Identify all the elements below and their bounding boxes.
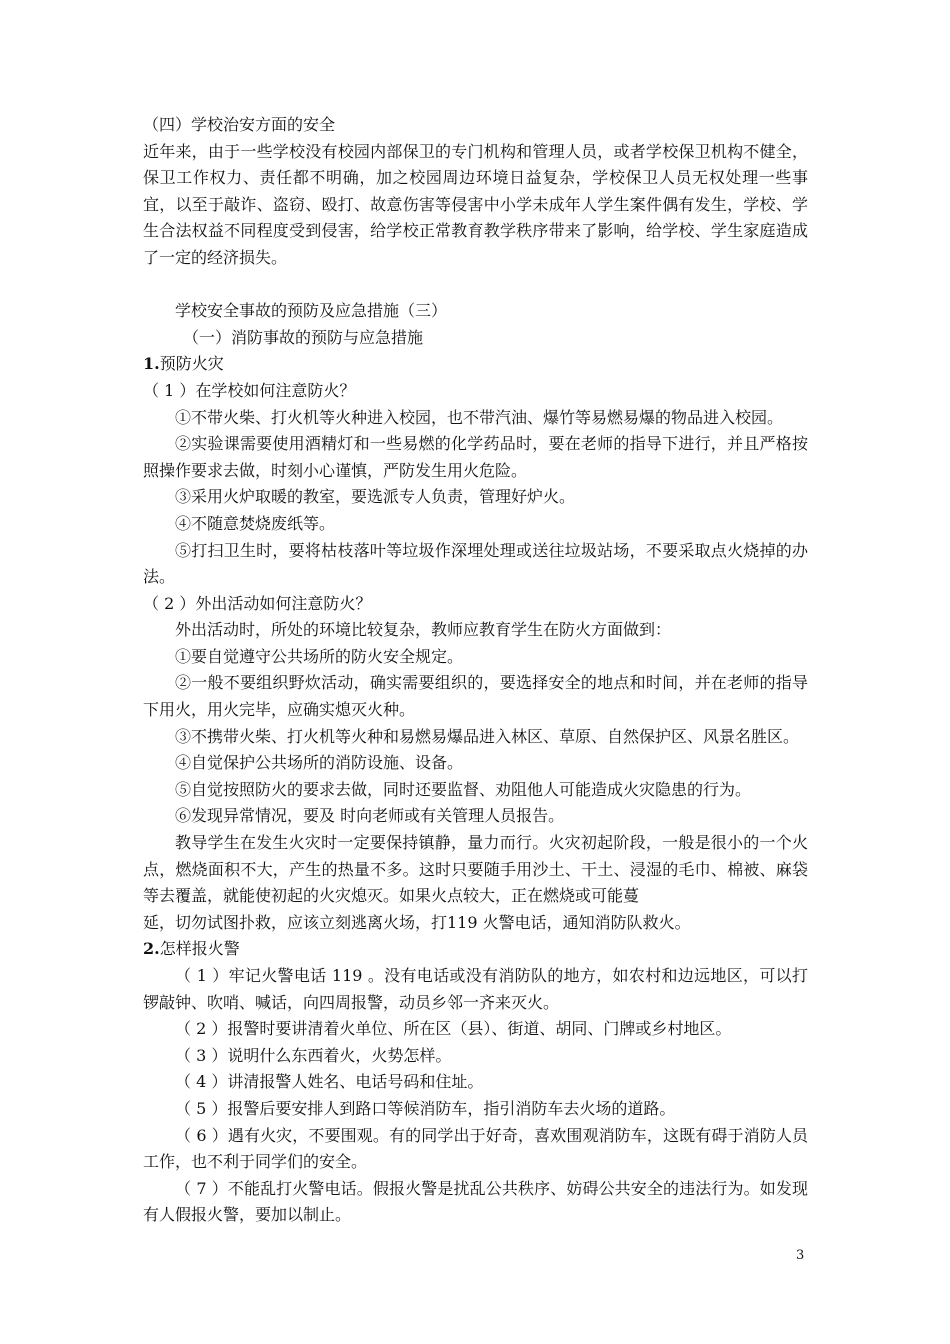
list-item: ⑤打扫卫生时，要将枯枝落叶等垃圾作深埋处理或送往垃圾站场，不要采取点火烧掉的办法。 <box>143 540 808 587</box>
list-item: ①要自觉遵守公共场所的防火安全规定。 <box>175 646 464 666</box>
list-item: ①不带火柴、打火机等火种进入校园，也不带汽油、爆竹等易燃易爆的物品进入校园。 <box>175 407 784 427</box>
list-item: （ 7 ）不能乱打火警电话。假报火警是扰乱公共秩序、妨碍公共安全的违法行为。如发现有人假报火警，要加以制止。 <box>143 1178 808 1225</box>
part1-heading <box>143 351 808 378</box>
part2-heading <box>143 936 808 963</box>
list-item: （ 5 ）报警后要安排人到路口等候消防车，指引消防车去火场的道路。 <box>175 1098 676 1118</box>
list-item: ⑤自觉按照防火的要求去做，同时还要监督、劝阻他人可能造成火灾隐患的行为。 <box>175 779 752 799</box>
closing-paragraph: 教导学生在发生火灾时一定要保持镇静，量力而行。火灾初起阶段，一般是很小的一个火点，燃烧面积不大，产生的热量不多。这时只要随手用沙土、干土、浸湿的毛巾、棉被、麻袋等去覆盖，就能使初起的火灾熄灭。如果火点较大，正在燃烧或可能蔓 <box>143 833 808 906</box>
list-item: （ 3 ）说明什么东西着火，火势怎样。 <box>175 1045 452 1065</box>
closing-paragraph-end: 延，切勿试图扑救，应该立刻逃离火场，打119 火警电话，通知消防队救火。 <box>143 912 691 932</box>
page-number: 3 <box>796 1248 805 1263</box>
question-2: （ 2 ）外出活动如何注意防火？ <box>143 593 372 613</box>
part2-title: 怎样报火警 <box>159 939 240 959</box>
list-item: ⑥发现异常情况，要及 时向老师或有关管理人员报告。 <box>175 806 565 826</box>
list-item: ③不携带火柴、打火机等火种和易燃易爆品进入林区、草原、自然保护区、风景名胜区。 <box>175 726 800 746</box>
document-body <box>143 112 808 1229</box>
document-subtitle: （一）消防事故的预防与应急措施 <box>183 327 424 347</box>
list-item: （ 1 ）牢记火警电话 119 。没有电话或没有消防队的地方，如农村和边远地区，可以打锣敲钟、吹哨、喊话，向四周报警，动员乡邻一齐来灭火。 <box>143 966 808 1012</box>
list-item: ②一般不要组织野炊活动，确实需要组织的，要选择安全的地点和时间，并在老师的指导下用火，用火完毕，应确实熄灭火种。 <box>143 673 808 720</box>
section-paragraph: 近年来，由于一些学校没有校园内部保卫的专门机构和管理人员，或者学校保卫机构不健全，保卫工作权力、责任都不明确，加之校园周边环境日益复杂，学校保卫人员无权处理一些事宜，以至于敲诈、盗窃、殴打、故意伤害等侵害中小学未成年人学生案件偶有发生，学校、学生合法权益不同程度受到侵害，给学校正常教育教学秩序带来了影响，给学校、学生家庭造成了一定的经济损失。 <box>143 141 808 267</box>
question-1: （ 1 ）在学校如何注意防火？ <box>143 380 356 400</box>
part2-number: 2. <box>143 939 160 959</box>
list-item: （ 2 ）报警时要讲清着火单位、所在区（县）、街道、胡同、门牌或乡村地区。 <box>175 1019 732 1039</box>
section-heading: （四）学校治安方面的安全 <box>143 115 336 134</box>
list-item: ④自觉保护公共场所的消防设施、设备。 <box>175 753 464 773</box>
part1-number: 1. <box>143 354 160 374</box>
spacer <box>143 272 808 299</box>
list-item: （ 6 ）遇有火灾，不要围观。有的同学出于好奇，喜欢围观消防车，这既有碍于消防人员工作，也不利于同学们的安全。 <box>143 1125 808 1172</box>
list-item: ②实验课需要使用酒精灯和一些易燃的化学药品时，要在老师的指导下进行，并且严格按照操作要求去做，时刻小心谨慎，严防发生用火危险。 <box>143 434 808 480</box>
question-2-intro: 外出活动时，所处的环境比较复杂，教师应教育学生在防火方面做到： <box>175 620 672 640</box>
document-title: 学校安全事故的预防及应急措施（三） <box>175 301 448 321</box>
list-item: （ 4 ）讲清报警人姓名、电话号码和住址。 <box>175 1072 484 1092</box>
part1-title: 预防火灾 <box>159 354 224 374</box>
list-item: ④不随意焚烧废纸等。 <box>175 513 336 533</box>
list-item: ③采用火炉取暖的教室，要选派专人负责，管理好炉火。 <box>175 487 576 507</box>
